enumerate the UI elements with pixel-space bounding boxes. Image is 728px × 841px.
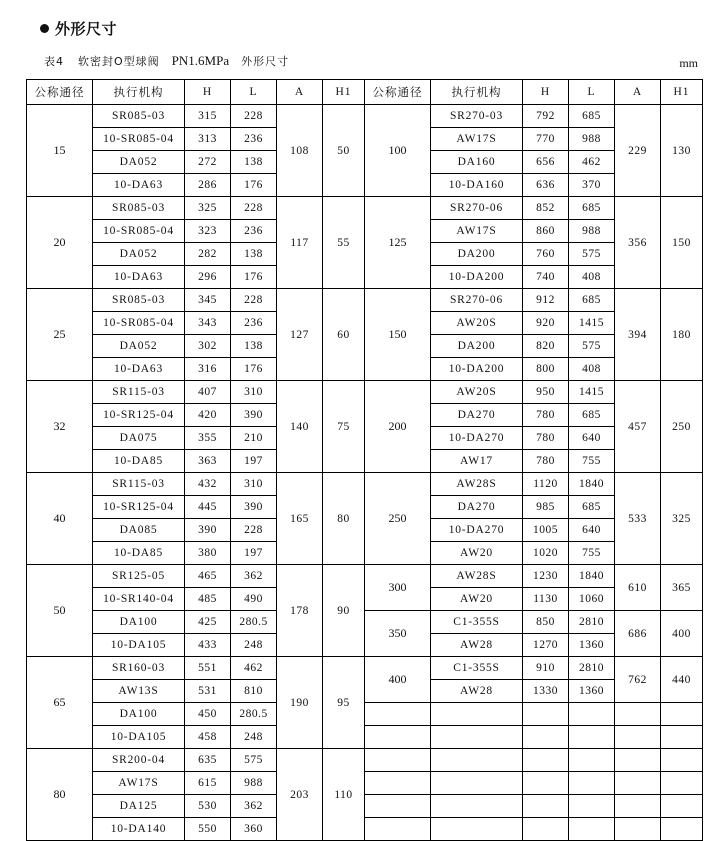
cell-l-left: 236 <box>231 220 277 243</box>
cell-h-left: 380 <box>185 542 231 565</box>
empty-cell-right-dn <box>365 818 431 841</box>
cell-h-left: 296 <box>185 266 231 289</box>
cell-l-left: 228 <box>231 519 277 542</box>
cell-a-right: 533 <box>615 473 661 565</box>
cell-l-right: 1415 <box>569 312 615 335</box>
cell-l-left: 988 <box>231 772 277 795</box>
cell-actuator-right: 10-DA270 <box>431 519 523 542</box>
cell-h-left: 465 <box>185 565 231 588</box>
cell-l-right: 1060 <box>569 588 615 611</box>
cell-h-right: 1130 <box>523 588 569 611</box>
cell-h-left: 458 <box>185 726 231 749</box>
cell-actuator-left: SR085-03 <box>93 105 185 128</box>
empty-cell-right-a <box>615 772 661 795</box>
cell-actuator-left: DA125 <box>93 795 185 818</box>
table-row <box>27 289 703 312</box>
table-row <box>27 795 703 818</box>
header-a-right: A <box>615 80 661 105</box>
empty-cell-right-dn <box>365 726 431 749</box>
empty-cell-right-dn <box>365 703 431 726</box>
cell-l-left: 197 <box>231 542 277 565</box>
cell-h1-right: 365 <box>661 565 703 611</box>
cell-h1-right: 130 <box>661 105 703 197</box>
cell-h-left: 343 <box>185 312 231 335</box>
cell-dn-right: 300 <box>365 565 431 611</box>
cell-h-left: 282 <box>185 243 231 266</box>
header-h1-right: H1 <box>661 80 703 105</box>
cell-dn-left: 15 <box>27 105 93 197</box>
cell-actuator-right: SR270-06 <box>431 197 523 220</box>
empty-cell-right-l <box>569 726 615 749</box>
empty-cell-right-act <box>431 703 523 726</box>
cell-actuator-right: AW20 <box>431 542 523 565</box>
cell-dn-right: 150 <box>365 289 431 381</box>
cell-h-left: 432 <box>185 473 231 496</box>
cell-dn-right: 350 <box>365 611 431 657</box>
cell-h1-right: 400 <box>661 611 703 657</box>
cell-h-right: 912 <box>523 289 569 312</box>
cell-actuator-right: AW28 <box>431 634 523 657</box>
cell-actuator-right: 10-DA270 <box>431 427 523 450</box>
cell-a-left: 127 <box>277 289 323 381</box>
cell-l-right: 988 <box>569 128 615 151</box>
cell-l-right: 755 <box>569 542 615 565</box>
cell-actuator-right: 10-DA200 <box>431 266 523 289</box>
cell-l-left: 362 <box>231 565 277 588</box>
cell-actuator-right: SR270-03 <box>431 105 523 128</box>
cell-actuator-left: 10-DA105 <box>93 634 185 657</box>
cell-actuator-right: AW28 <box>431 680 523 703</box>
empty-cell-right-act <box>431 818 523 841</box>
cell-l-right: 2810 <box>569 657 615 680</box>
cell-l-left: 310 <box>231 473 277 496</box>
cell-h-right: 780 <box>523 450 569 473</box>
cell-h-right: 636 <box>523 174 569 197</box>
cell-actuator-left: 10-SR085-04 <box>93 312 185 335</box>
cell-a-right: 229 <box>615 105 661 197</box>
table-row <box>27 749 703 772</box>
cell-h-left: 313 <box>185 128 231 151</box>
cell-h-left: 407 <box>185 381 231 404</box>
cell-l-left: 176 <box>231 358 277 381</box>
cell-h-left: 530 <box>185 795 231 818</box>
cell-l-right: 685 <box>569 404 615 427</box>
header-a-left: A <box>277 80 323 105</box>
cell-l-right: 408 <box>569 358 615 381</box>
cell-h-right: 1270 <box>523 634 569 657</box>
cell-actuator-right: AW28S <box>431 565 523 588</box>
empty-cell-right-h1 <box>661 772 703 795</box>
empty-cell-right-act <box>431 795 523 818</box>
cell-actuator-left: DA100 <box>93 703 185 726</box>
cell-h-right: 740 <box>523 266 569 289</box>
cell-actuator-left: 10-SR125-04 <box>93 404 185 427</box>
cell-a-left: 117 <box>277 197 323 289</box>
header-h1-left: H1 <box>323 80 365 105</box>
caption-text: 软密封O型球阀 <box>78 55 160 68</box>
table-caption <box>44 53 702 69</box>
empty-cell-right-h <box>523 703 569 726</box>
cell-actuator-right: C1-355S <box>431 657 523 680</box>
empty-cell-right-l <box>569 703 615 726</box>
cell-actuator-right: DA200 <box>431 335 523 358</box>
empty-cell-right-l <box>569 749 615 772</box>
cell-actuator-left: SR160-03 <box>93 657 185 680</box>
cell-h-right: 780 <box>523 427 569 450</box>
section-heading <box>40 18 702 39</box>
header-actuator-left: 执行机构 <box>93 80 185 105</box>
cell-l-left: 490 <box>231 588 277 611</box>
table-row <box>27 703 703 726</box>
empty-cell-right-l <box>569 795 615 818</box>
dimensions-table <box>26 79 703 841</box>
empty-cell-right-a <box>615 726 661 749</box>
cell-h1-left: 50 <box>323 105 365 197</box>
cell-h-right: 1230 <box>523 565 569 588</box>
table-row <box>27 772 703 795</box>
cell-actuator-left: 10-SR140-04 <box>93 588 185 611</box>
cell-l-left: 138 <box>231 151 277 174</box>
header-actuator-right: 执行机构 <box>431 80 523 105</box>
cell-l-left: 228 <box>231 105 277 128</box>
cell-l-right: 370 <box>569 174 615 197</box>
cell-actuator-left: DA075 <box>93 427 185 450</box>
cell-actuator-right: SR270-06 <box>431 289 523 312</box>
empty-cell-right-h <box>523 772 569 795</box>
cell-actuator-right: DA270 <box>431 404 523 427</box>
cell-l-right: 1415 <box>569 381 615 404</box>
cell-h-left: 445 <box>185 496 231 519</box>
cell-actuator-right: AW20S <box>431 312 523 335</box>
cell-a-right: 686 <box>615 611 661 657</box>
cell-actuator-left: DA085 <box>93 519 185 542</box>
cell-h-right: 1120 <box>523 473 569 496</box>
cell-l-right: 988 <box>569 220 615 243</box>
cell-h-right: 656 <box>523 151 569 174</box>
cell-h1-right: 250 <box>661 381 703 473</box>
empty-cell-right-act <box>431 726 523 749</box>
cell-a-left: 165 <box>277 473 323 565</box>
cell-dn-right: 200 <box>365 381 431 473</box>
header-dn-right: 公称通径 <box>365 80 431 105</box>
cell-dn-left: 32 <box>27 381 93 473</box>
cell-l-left: 248 <box>231 726 277 749</box>
cell-actuator-right: DA160 <box>431 151 523 174</box>
empty-cell-right-act <box>431 772 523 795</box>
cell-h-left: 531 <box>185 680 231 703</box>
cell-dn-right: 400 <box>365 657 431 703</box>
cell-h1-right: 440 <box>661 657 703 703</box>
cell-h1-right: 325 <box>661 473 703 565</box>
table-row <box>27 197 703 220</box>
section-heading-text: 外形尺寸 <box>55 20 118 38</box>
cell-h-left: 433 <box>185 634 231 657</box>
cell-dn-left: 40 <box>27 473 93 565</box>
cell-h-left: 485 <box>185 588 231 611</box>
cell-actuator-right: AW17S <box>431 128 523 151</box>
cell-l-left: 197 <box>231 450 277 473</box>
empty-cell-right-h <box>523 749 569 772</box>
cell-h-left: 272 <box>185 151 231 174</box>
unit-label: mm <box>679 56 698 70</box>
cell-actuator-right: AW28S <box>431 473 523 496</box>
cell-actuator-left: 10-DA85 <box>93 542 185 565</box>
table-row <box>27 611 703 634</box>
empty-cell-right-l <box>569 772 615 795</box>
cell-actuator-left: SR085-03 <box>93 197 185 220</box>
cell-h-left: 355 <box>185 427 231 450</box>
cell-h-right: 850 <box>523 611 569 634</box>
cell-h-right: 920 <box>523 312 569 335</box>
cell-actuator-left: 10-DA105 <box>93 726 185 749</box>
cell-actuator-left: 10-SR085-04 <box>93 220 185 243</box>
cell-a-left: 190 <box>277 657 323 749</box>
table-row <box>27 473 703 496</box>
cell-dn-right: 250 <box>365 473 431 565</box>
cell-h1-left: 95 <box>323 657 365 749</box>
cell-h-right: 1020 <box>523 542 569 565</box>
cell-h-right: 985 <box>523 496 569 519</box>
cell-l-left: 210 <box>231 427 277 450</box>
empty-cell-right-h1 <box>661 703 703 726</box>
cell-l-right: 685 <box>569 105 615 128</box>
bullet-dot-icon <box>40 24 49 33</box>
cell-l-right: 640 <box>569 519 615 542</box>
cell-a-right: 762 <box>615 657 661 703</box>
cell-actuator-right: AW17S <box>431 220 523 243</box>
cell-h-left: 315 <box>185 105 231 128</box>
cell-l-left: 390 <box>231 496 277 519</box>
table-header-row <box>27 80 703 105</box>
cell-l-right: 1360 <box>569 680 615 703</box>
cell-actuator-right: AW17 <box>431 450 523 473</box>
cell-l-left: 228 <box>231 289 277 312</box>
cell-dn-left: 65 <box>27 657 93 749</box>
cell-l-right: 640 <box>569 427 615 450</box>
cell-h1-left: 110 <box>323 749 365 841</box>
cell-actuator-left: DA052 <box>93 243 185 266</box>
cell-h-right: 1330 <box>523 680 569 703</box>
cell-l-left: 810 <box>231 680 277 703</box>
caption-label: 表4 <box>44 55 64 68</box>
cell-dn-left: 25 <box>27 289 93 381</box>
cell-h-right: 910 <box>523 657 569 680</box>
cell-h-left: 363 <box>185 450 231 473</box>
cell-l-left: 236 <box>231 312 277 335</box>
cell-actuator-left: DA052 <box>93 335 185 358</box>
header-h-right: H <box>523 80 569 105</box>
cell-actuator-left: 10-DA63 <box>93 266 185 289</box>
cell-l-left: 236 <box>231 128 277 151</box>
cell-h1-left: 90 <box>323 565 365 657</box>
cell-h-left: 302 <box>185 335 231 358</box>
cell-actuator-left: SR085-03 <box>93 289 185 312</box>
empty-cell-right-dn <box>365 795 431 818</box>
cell-h1-left: 60 <box>323 289 365 381</box>
cell-actuator-left: AW13S <box>93 680 185 703</box>
cell-actuator-left: 10-DA63 <box>93 174 185 197</box>
cell-a-right: 457 <box>615 381 661 473</box>
table-row <box>27 105 703 128</box>
cell-h-left: 345 <box>185 289 231 312</box>
empty-cell-right-l <box>569 818 615 841</box>
empty-cell-right-h <box>523 795 569 818</box>
cell-h1-right: 150 <box>661 197 703 289</box>
cell-h1-left: 75 <box>323 381 365 473</box>
cell-l-left: 310 <box>231 381 277 404</box>
cell-h-left: 325 <box>185 197 231 220</box>
cell-l-left: 575 <box>231 749 277 772</box>
cell-l-left: 176 <box>231 266 277 289</box>
cell-h-right: 852 <box>523 197 569 220</box>
cell-l-right: 1840 <box>569 473 615 496</box>
cell-h-right: 770 <box>523 128 569 151</box>
cell-h-left: 425 <box>185 611 231 634</box>
cell-l-left: 390 <box>231 404 277 427</box>
cell-a-left: 178 <box>277 565 323 657</box>
cell-h-left: 450 <box>185 703 231 726</box>
cell-dn-right: 125 <box>365 197 431 289</box>
cell-l-left: 280.5 <box>231 611 277 634</box>
cell-l-right: 575 <box>569 243 615 266</box>
header-l-right: L <box>569 80 615 105</box>
cell-h-right: 820 <box>523 335 569 358</box>
cell-h-right: 800 <box>523 358 569 381</box>
cell-l-right: 575 <box>569 335 615 358</box>
empty-cell-right-act <box>431 749 523 772</box>
empty-cell-right-a <box>615 818 661 841</box>
table-row <box>27 657 703 680</box>
cell-actuator-right: 10-DA160 <box>431 174 523 197</box>
cell-h-right: 950 <box>523 381 569 404</box>
cell-actuator-right: AW20S <box>431 381 523 404</box>
empty-cell-right-h1 <box>661 749 703 772</box>
cell-h-left: 615 <box>185 772 231 795</box>
cell-h-right: 860 <box>523 220 569 243</box>
table-row <box>27 381 703 404</box>
empty-cell-right-a <box>615 749 661 772</box>
table-row <box>27 726 703 749</box>
cell-actuator-left: SR115-03 <box>93 381 185 404</box>
empty-cell-right-h1 <box>661 726 703 749</box>
cell-dn-left: 20 <box>27 197 93 289</box>
cell-l-right: 2810 <box>569 611 615 634</box>
header-h-left: H <box>185 80 231 105</box>
cell-h-left: 550 <box>185 818 231 841</box>
cell-l-left: 360 <box>231 818 277 841</box>
cell-actuator-left: DA100 <box>93 611 185 634</box>
cell-h-right: 792 <box>523 105 569 128</box>
cell-a-left: 140 <box>277 381 323 473</box>
cell-dn-left: 50 <box>27 565 93 657</box>
caption-spec: PN1.6MPa <box>171 53 230 68</box>
cell-l-right: 408 <box>569 266 615 289</box>
cell-h1-left: 80 <box>323 473 365 565</box>
empty-cell-right-h <box>523 726 569 749</box>
cell-dn-left: 80 <box>27 749 93 841</box>
cell-actuator-left: 10-SR085-04 <box>93 128 185 151</box>
cell-actuator-right: C1-355S <box>431 611 523 634</box>
cell-actuator-left: DA052 <box>93 151 185 174</box>
table-row <box>27 818 703 841</box>
cell-l-left: 138 <box>231 243 277 266</box>
cell-h-right: 1005 <box>523 519 569 542</box>
cell-a-right: 394 <box>615 289 661 381</box>
cell-h-left: 323 <box>185 220 231 243</box>
cell-l-right: 462 <box>569 151 615 174</box>
cell-h-right: 760 <box>523 243 569 266</box>
cell-h-left: 316 <box>185 358 231 381</box>
cell-h-left: 390 <box>185 519 231 542</box>
cell-l-left: 176 <box>231 174 277 197</box>
cell-h-right: 780 <box>523 404 569 427</box>
cell-h1-right: 180 <box>661 289 703 381</box>
empty-cell-right-h <box>523 818 569 841</box>
cell-a-right: 610 <box>615 565 661 611</box>
cell-actuator-left: SR115-03 <box>93 473 185 496</box>
cell-h-left: 635 <box>185 749 231 772</box>
cell-l-left: 462 <box>231 657 277 680</box>
cell-a-right: 356 <box>615 197 661 289</box>
cell-l-right: 685 <box>569 289 615 312</box>
cell-l-right: 685 <box>569 496 615 519</box>
empty-cell-right-dn <box>365 772 431 795</box>
cell-h-left: 551 <box>185 657 231 680</box>
empty-cell-right-dn <box>365 749 431 772</box>
cell-actuator-right: DA270 <box>431 496 523 519</box>
cell-l-right: 755 <box>569 450 615 473</box>
cell-h1-left: 55 <box>323 197 365 289</box>
cell-actuator-left: SR125-05 <box>93 565 185 588</box>
cell-l-right: 685 <box>569 197 615 220</box>
cell-actuator-left: 10-SR125-04 <box>93 496 185 519</box>
cell-actuator-left: SR200-04 <box>93 749 185 772</box>
cell-actuator-left: 10-DA140 <box>93 818 185 841</box>
cell-l-right: 1360 <box>569 634 615 657</box>
header-dn-left: 公称通径 <box>27 80 93 105</box>
table-body <box>27 105 703 841</box>
cell-a-left: 203 <box>277 749 323 841</box>
empty-cell-right-a <box>615 703 661 726</box>
cell-a-left: 108 <box>277 105 323 197</box>
header-l-left: L <box>231 80 277 105</box>
cell-h-left: 420 <box>185 404 231 427</box>
empty-cell-right-h1 <box>661 818 703 841</box>
cell-l-left: 280.5 <box>231 703 277 726</box>
cell-actuator-left: 10-DA85 <box>93 450 185 473</box>
cell-h-left: 286 <box>185 174 231 197</box>
cell-l-left: 248 <box>231 634 277 657</box>
cell-l-left: 138 <box>231 335 277 358</box>
empty-cell-right-h1 <box>661 795 703 818</box>
caption-suffix: 外形尺寸 <box>241 55 290 68</box>
empty-cell-right-a <box>615 795 661 818</box>
cell-actuator-right: DA200 <box>431 243 523 266</box>
cell-l-left: 362 <box>231 795 277 818</box>
cell-actuator-right: 10-DA200 <box>431 358 523 381</box>
cell-dn-right: 100 <box>365 105 431 197</box>
cell-l-right: 1840 <box>569 565 615 588</box>
cell-actuator-left: AW17S <box>93 772 185 795</box>
cell-actuator-left: 10-DA63 <box>93 358 185 381</box>
cell-l-left: 228 <box>231 197 277 220</box>
table-row <box>27 565 703 588</box>
cell-actuator-right: AW20 <box>431 588 523 611</box>
